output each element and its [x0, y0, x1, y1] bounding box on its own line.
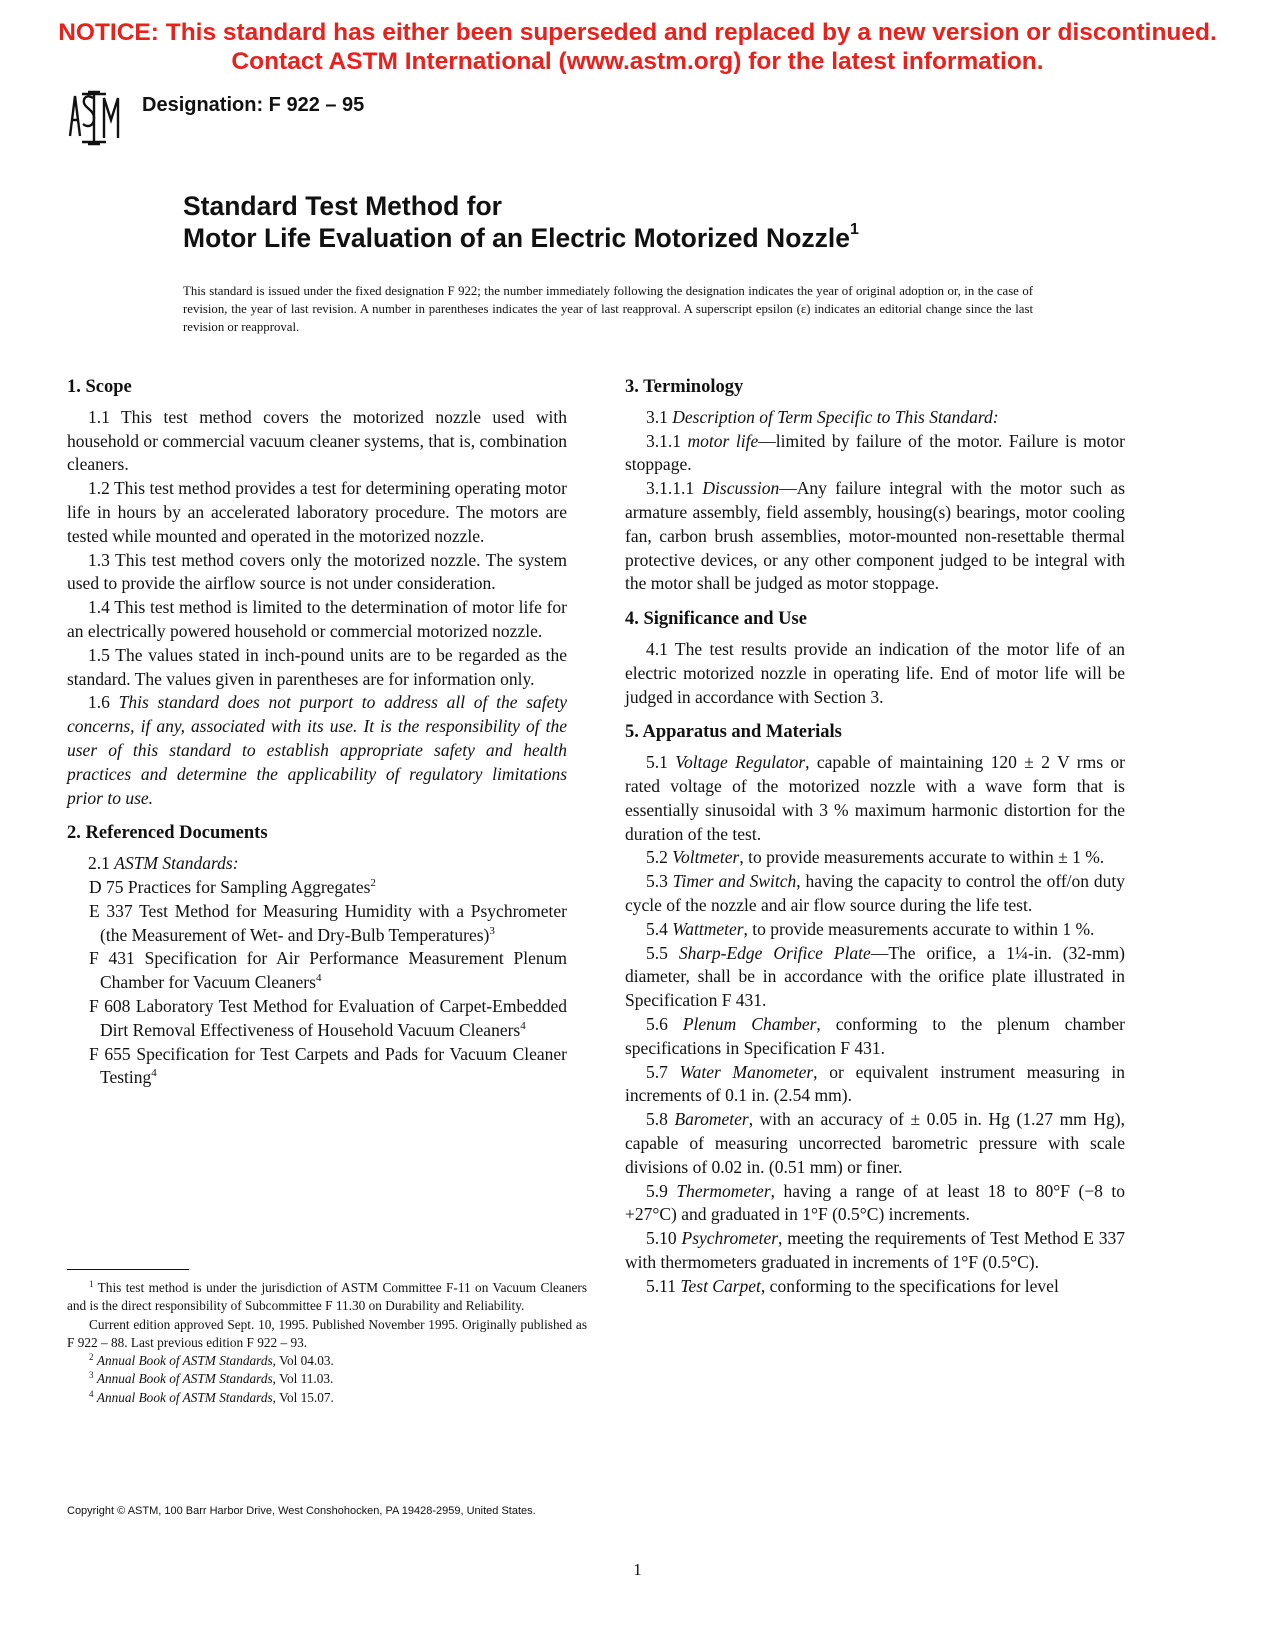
ref-text: F 655 Specification for Test Carpets and Pads for Vacuum Cleaner Testing [89, 1043, 567, 1088]
title-footnote-mark: 1 [849, 221, 859, 238]
para-5-8 [625, 1108, 1125, 1179]
para-2-1 [67, 852, 567, 876]
para-1-6-number: 1.6 [88, 692, 119, 713]
para-italic: Plenum Chamber [682, 1013, 817, 1034]
para-italic: Description of Term Specific to This Standard: [672, 406, 999, 427]
ref-footnote-mark: 3 [489, 924, 495, 937]
title-line-1: Standard Test Method for [183, 191, 502, 221]
footnote-italic: Annual Book of ASTM Standards [96, 1389, 273, 1405]
para-italic: Voltage Regulator [675, 752, 806, 773]
document-title [183, 190, 859, 254]
para-italic: Water Manometer [679, 1061, 814, 1082]
para-number: 5.11 [646, 1275, 681, 1296]
para-number: 3.1.1 [646, 430, 688, 451]
para-5-3 [625, 870, 1125, 918]
ref-f431 [67, 947, 567, 995]
para-number: 5.4 [646, 918, 673, 939]
para-italic: Test Carpet [680, 1275, 761, 1296]
para-1-4: 1.4 This test method is limited to the determination of motor life for an electrically powered household or commercial motorized nozzle. [67, 597, 567, 641]
para-1-3: 1.3 This test method covers only the motorized nozzle. The system used to provide the airflow source is not under consideration. [67, 549, 567, 594]
astm-logo-icon [66, 88, 128, 146]
para-italic: motor life [687, 430, 759, 451]
footnote-text: , Vol 15.07. [272, 1389, 334, 1405]
para-italic: Psychrometer [681, 1228, 779, 1249]
footnote-2 [67, 1352, 587, 1370]
page-number: 1 [633, 1560, 642, 1579]
para-5-7 [625, 1061, 1125, 1109]
para-4-1: 4.1 The test results provide an indication of the motor life of an electric motorized nozzle in operating life. End of motor life will be judged in accordance with Section 3. [625, 638, 1125, 707]
footnote-4 [67, 1389, 587, 1407]
footnote-1 [67, 1279, 587, 1316]
designation: Designation: F 922 – 95 [142, 94, 365, 116]
left-column [67, 376, 567, 1090]
para-italic: Sharp-Edge Orifice Plate [678, 942, 871, 963]
para-text: —limited by failure of the motor. Failure is motor stoppage. [625, 430, 1126, 475]
para-text: , with an accuracy of ± 0.05 in. Hg (1.27 mm Hg), capable of measuring uncorrected barometric pressure with scale divisions of 0.02 in. (0.51 mm) or finer. [625, 1109, 1125, 1177]
footnote-text: , Vol 04.03. [272, 1353, 334, 1369]
para-2-1-number: 2.1 [88, 853, 115, 874]
para-3-1 [625, 406, 1125, 430]
section-3-heading: 3. Terminology [625, 377, 744, 397]
copyright-notice: Copyright © ASTM, 100 Barr Harbor Drive, West Conshohocken, PA 19428-2959, United States. [67, 1505, 536, 1517]
ref-footnote-mark: 4 [151, 1067, 157, 1080]
footnote-3 [67, 1370, 587, 1388]
para-5-11 [625, 1275, 1125, 1299]
notice-line-1: NOTICE: This standard has either been superseded and replaced by a new version or discontinued. [58, 19, 1217, 46]
footnote-text: This test method is under the jurisdiction of ASTM Committee F-11 on Vacuum Cleaners and is the direct responsibility of Subcommittee F 11.30 on Durability and Reliability. [67, 1280, 587, 1314]
para-text: , conforming to the specifications for level [760, 1275, 1059, 1296]
footnote-mark: 4 [89, 1388, 94, 1399]
para-number: 5.1 [646, 752, 676, 773]
footnote-mark: 1 [89, 1279, 94, 1289]
para-italic: Timer and Switch [672, 871, 797, 892]
right-column [625, 376, 1125, 1298]
title-line-2: Motor Life Evaluation of an Electric Motorized Nozzle [183, 223, 850, 253]
para-5-5 [625, 942, 1125, 1013]
para-text: , capable of maintaining 120 ± 2 V rms or rated voltage of the motorized nozzle with a wave form that is essentially sinusoidal with 3 % maximum harmonic distortion for the duration of the test. [625, 752, 1126, 844]
para-5-4 [625, 918, 1125, 942]
section-4-heading: 4. Significance and Use [625, 609, 807, 630]
para-text: , having the capacity to control the off/on duty cycle of the nozzle and air flow source during the life test. [625, 871, 1125, 915]
para-number: 5.5 [646, 942, 679, 963]
footnote-mark: 3 [89, 1370, 94, 1381]
para-italic: Discussion [702, 478, 780, 499]
para-1-2: 1.2 This test method provides a test for determining operating motor life in hours by an accelerated laboratory procedure. The motors are tested while mounted and operated in the motorized nozzle. [67, 478, 567, 546]
ref-text: F 431 Specification for Air Performance Measurement Plenum Chamber for Vacuum Cleaners [89, 948, 567, 993]
para-1-6-text: This standard does not purport to address all of the safety concerns, if any, associated with its use. It is the responsibility of the user of this standard to establish appropriate safety and health practices and determine the applicability of regulatory limitations prior to use. [67, 692, 568, 808]
ref-f608 [67, 995, 567, 1043]
section-2-heading: 2. Referenced Documents [67, 823, 268, 844]
para-text: , to provide measurements accurate to within 1 %. [743, 918, 1095, 939]
ref-footnote-mark: 2 [370, 876, 376, 889]
para-number: 5.8 [646, 1109, 675, 1130]
notice-line-2: Contact ASTM International (www.astm.org) for the latest information. [231, 48, 1044, 75]
para-text: , or equivalent instrument measuring in increments of 0.1 in. (2.54 mm). [625, 1061, 1126, 1106]
ref-f655 [67, 1043, 567, 1091]
para-text: , to provide measurements accurate to within ± 1 %. [739, 847, 1105, 868]
footnotes [67, 1279, 587, 1407]
issued-statement: This standard is issued under the fixed designation F 922; the number immediately following the designation indicates the year of original adoption or, in the case of revision, the year of last revision. A number in parentheses indicates the year of last reapproval. A superscript epsilon (ε) indicates an editorial change since the last revision or reapproval. [183, 284, 1033, 334]
footnote-1-edition: Current edition approved Sept. 10, 1995. Published November 1995. Originally published as F 922 – 88. Last previous edition F 922 – 93. [67, 1316, 587, 1350]
para-italic: Voltmeter [672, 847, 740, 868]
para-1-5: 1.5 The values stated in inch-pound units are to be regarded as the standard. The values given in parentheses are for information only. [67, 644, 567, 689]
ref-text: E 337 Test Method for Measuring Humidity with a Psychrometer (the Measurement of Wet- and Dry-Bulb Temperatures) [89, 900, 567, 945]
ref-footnote-mark: 4 [315, 972, 322, 985]
para-italic: Barometer [674, 1109, 749, 1130]
footnote-italic: Annual Book of ASTM Standards [96, 1371, 273, 1387]
para-5-6 [625, 1013, 1125, 1061]
para-3-1-1 [625, 430, 1125, 478]
para-italic: Wattmeter [672, 918, 744, 939]
section-1-heading: 1. Scope [67, 377, 132, 397]
para-1-1: 1.1 This test method covers the motorized nozzle used with household or commercial vacuum cleaner systems, that is, combination cleaners. [67, 406, 567, 475]
para-5-10 [625, 1227, 1125, 1275]
footnote-italic: Annual Book of ASTM Standards [96, 1353, 273, 1369]
para-number: 5.3 [646, 871, 673, 892]
ref-footnote-mark: 4 [520, 1019, 526, 1032]
para-5-1 [625, 751, 1125, 846]
section-5-heading: 5. Apparatus and Materials [625, 722, 842, 743]
para-italic: Thermometer [676, 1180, 771, 1201]
para-number: 5.7 [646, 1061, 680, 1082]
ref-d75 [67, 876, 567, 900]
para-text: , having a range of at least 18 to 80°F (−8 to +27°C) and graduated in 1°F (0.5°C) increments. [625, 1180, 1126, 1225]
para-1-6 [67, 691, 567, 810]
para-2-1-text: ASTM Standards: [114, 853, 239, 874]
ref-e337 [67, 900, 567, 948]
para-number: 3.1 [646, 406, 673, 427]
para-5-2 [625, 846, 1125, 870]
footnote-text: , Vol 11.03. [272, 1371, 334, 1387]
para-5-9 [625, 1180, 1125, 1228]
logo-text: ASTM [97, 118, 100, 119]
para-number: 5.6 [646, 1013, 683, 1034]
para-text: —The orifice, a 1¼-in. (32-mm) diameter, shall be in accordance with the orifice plate illustrated in Specification F 431. [625, 942, 1125, 1011]
footnote-divider [67, 1269, 189, 1270]
para-3-1-1-1 [625, 477, 1125, 596]
para-number: 5.9 [646, 1180, 677, 1201]
para-number: 5.2 [646, 847, 673, 868]
ref-text: F 608 Laboratory Test Method for Evaluation of Carpet-Embedded Dirt Removal Effectiveness of Household Vacuum Cleaners [89, 995, 567, 1040]
footnote-mark: 2 [89, 1352, 94, 1363]
para-number: 5.10 [646, 1228, 682, 1249]
notice-banner [0, 18, 1275, 76]
para-text: , meeting the requirements of Test Method E 337 with thermometers graduated in increments of 1°F (0.5°C). [625, 1228, 1126, 1272]
ref-text: D 75 Practices for Sampling Aggregates [89, 876, 371, 897]
para-text: —Any failure integral with the motor such as armature assembly, field assembly, housing(s) bearings, motor cooling fan, carbon brush assemblies, motor-mounted non-resettable thermal protective devices, or any other component judged to be integral with the motor shall be judged as motor stoppage. [625, 478, 1125, 594]
para-number: 3.1.1.1 [646, 478, 703, 499]
para-text: , conforming to the plenum chamber specifications in Specification F 431. [625, 1013, 1125, 1058]
